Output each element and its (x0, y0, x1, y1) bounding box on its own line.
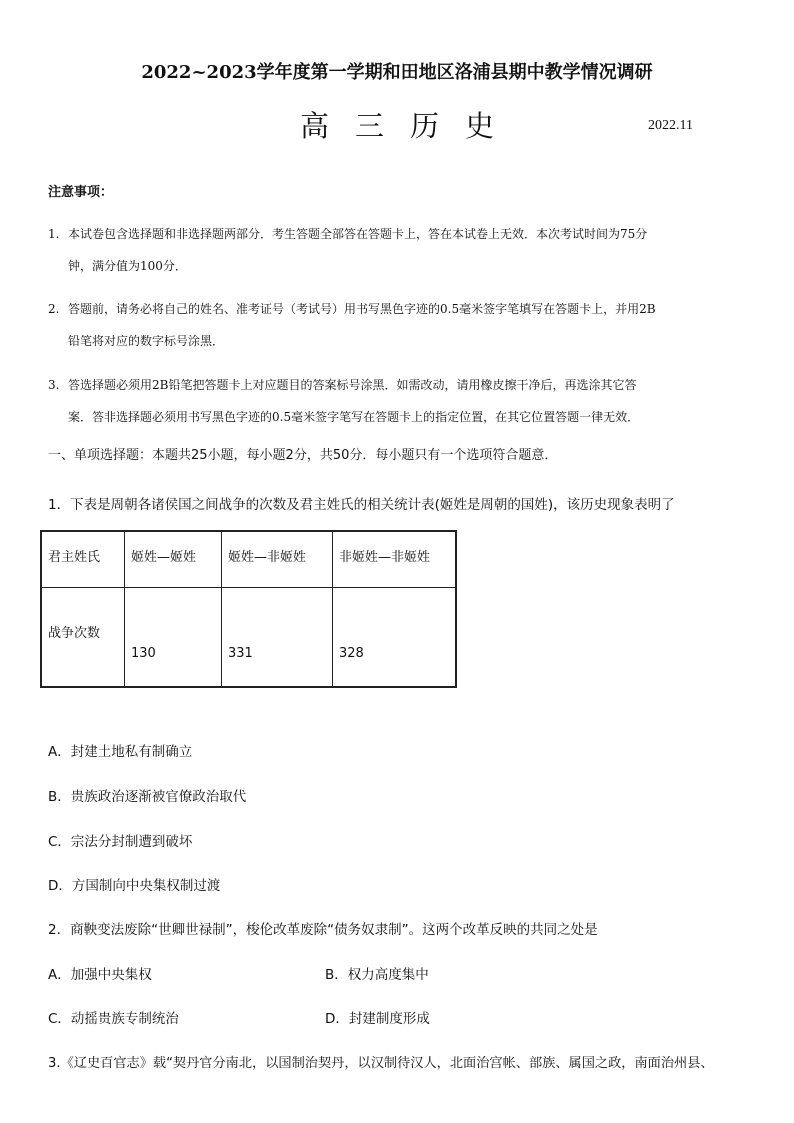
notice-text-cont: 钟，满分值为100分． (68, 259, 187, 273)
table-cell: 331 (222, 587, 333, 687)
table-cell: 328 (333, 587, 457, 687)
question-1-stem: 1．下表是周朝各诸侯国之间战争的次数及君主姓氏的相关统计表(姬姓是周朝的国姓)，该历史现象表明了 (48, 497, 675, 513)
war-stats-table (40, 530, 457, 688)
question-2-stem: 2．商鞅变法废除“世卿世禄制”，梭伦改革废除“债务奴隶制”。这两个改革反映的共同之处是 (48, 922, 598, 938)
notice-text: 本试卷包含选择题和非选择题两部分．考生答题全部答在答题卡上，答在本试卷上无效．本次考试时间为75分 (68, 227, 648, 241)
subject-char: 历 (410, 109, 440, 143)
q2-option-b: B．权力高度集中 (325, 967, 429, 983)
table-header-cell: 姬姓—非姬姓 (222, 531, 333, 587)
q1-option-c: C．宗法分封制遭到破坏 (48, 834, 193, 850)
exam-date: 2022.11 (648, 118, 693, 133)
table-header-cell: 姬姓—姬姓 (125, 531, 222, 587)
notice-item (48, 369, 754, 433)
notice-text-cont: 案．答非选择题必须用书写黑色字迹的0.5毫米签字笔写在答题卡上的指定位置，在其它位置答题一律无效． (68, 410, 640, 424)
q1-option-b: B．贵族政治逐渐被官僚政治取代 (48, 789, 247, 805)
notice-num: 1. (48, 227, 60, 241)
notice-num: 2. (48, 302, 60, 316)
q1-option-d: D．方国制向中央集权制过渡 (48, 878, 221, 894)
table-row-label: 战争次数 (41, 587, 125, 687)
table-header-cell: 君主姓氏 (41, 531, 125, 587)
subject-title (300, 104, 520, 145)
notice-item (48, 293, 754, 357)
table-header-row (41, 531, 456, 587)
q2-option-c: C．动摇贵族专制统治 (48, 1011, 179, 1027)
section-heading: 一、单项选择题：本题共25小题，每小题2分，共50分．每小题只有一个选项符合题意． (48, 448, 558, 463)
q1-option-a: A．封建土地私有制确立 (48, 744, 193, 760)
subject-char: 三 (355, 109, 385, 143)
table-row (41, 587, 456, 687)
notice-text: 答题前，请务必将自己的姓名、准考证号（考试号）用书写黑色字迹的0.5毫米签字笔填写在答题卡上，并用2B (68, 302, 656, 316)
q2-option-a: A．加强中央集权 (48, 967, 152, 983)
question-3-stem: 3.《辽史百官志》载“契丹官分南北，以国制治契丹，以汉制待汉人，北面治宫帐、部族、属国之政，南面治州县、 (48, 1056, 714, 1071)
table-header-cell: 非姬姓—非姬姓 (333, 531, 457, 587)
q2-option-d: D．封建制度形成 (325, 1011, 430, 1027)
subject-char: 史 (465, 109, 495, 143)
table-cell: 130 (125, 587, 222, 687)
notice-text-cont: 铅笔将对应的数字标号涂黑． (68, 334, 225, 348)
exam-title: 2022~2023学年度第一学期和田地区洛浦县期中教学情况调研 (141, 62, 653, 83)
notice-heading: 注意事项： (48, 185, 114, 200)
subject-char: 高 (300, 109, 330, 143)
notice-num: 3. (48, 378, 60, 392)
notice-item (48, 218, 754, 282)
notice-text: 答选择题必须用2B铅笔把答题卡上对应题目的答案标号涂黑．如需改动，请用橡皮擦干净后，再选涂其它答 (68, 378, 637, 392)
